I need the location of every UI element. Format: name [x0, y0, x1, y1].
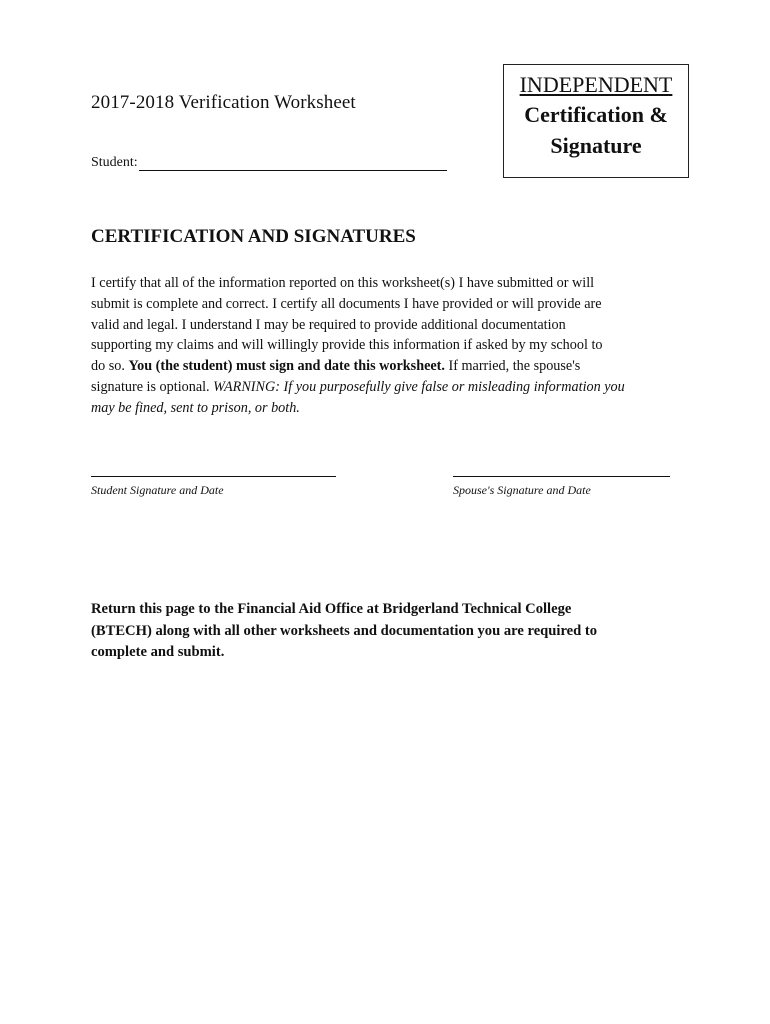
student-field	[91, 155, 447, 171]
paragraph-text: If married, the spouse's	[444, 358, 581, 375]
student-signature-label: Student Signature and Date	[91, 483, 224, 497]
return-line: Return this page to the Financial Aid Office at Bridgerland Technical College	[91, 601, 572, 617]
paragraph-line	[91, 377, 691, 398]
student-name-line[interactable]	[139, 155, 447, 171]
section-heading: CERTIFICATION AND SIGNATURES	[91, 226, 416, 247]
return-line: (BTECH) along with all other worksheets and documentation you are required to	[91, 622, 598, 639]
student-must-sign-text: You (the student) must sign and date this worksheet.	[128, 358, 445, 375]
student-signature-line[interactable]	[91, 476, 336, 477]
paragraph-line: supporting my claims and will willingly provide this information if asked by my school to	[91, 337, 603, 354]
warning-text: may be fined, sent to prison, or both.	[91, 399, 300, 416]
paragraph-line: submit is complete and correct. I certify all documents I have provided or will provide are	[91, 295, 602, 312]
warning-text: WARNING: If you purposefully give false or misleading information you	[213, 378, 625, 395]
box-certification-label: Certification &	[524, 102, 668, 127]
page-title: 2017-2018 Verification Worksheet	[91, 92, 356, 113]
paragraph-line	[91, 356, 691, 377]
return-line: complete and submit.	[91, 644, 225, 660]
box-signature-label: Signature	[550, 133, 642, 158]
spouse-signature-line[interactable]	[453, 476, 670, 477]
paragraph-line: I certify that all of the information reported on this worksheet(s) I have submitted or will	[91, 275, 595, 291]
box-independent-label: INDEPENDENT	[519, 72, 673, 97]
paragraph-text: signature is optional.	[91, 378, 214, 395]
paragraph-text: do so.	[91, 358, 129, 375]
certification-paragraph	[91, 273, 691, 419]
header-box	[503, 64, 689, 178]
spouse-signature-label: Spouse's Signature and Date	[453, 483, 591, 497]
return-instructions	[91, 599, 691, 664]
student-label: Student:	[91, 155, 138, 170]
paragraph-line: valid and legal. I understand I may be required to provide additional documentation	[91, 316, 566, 333]
